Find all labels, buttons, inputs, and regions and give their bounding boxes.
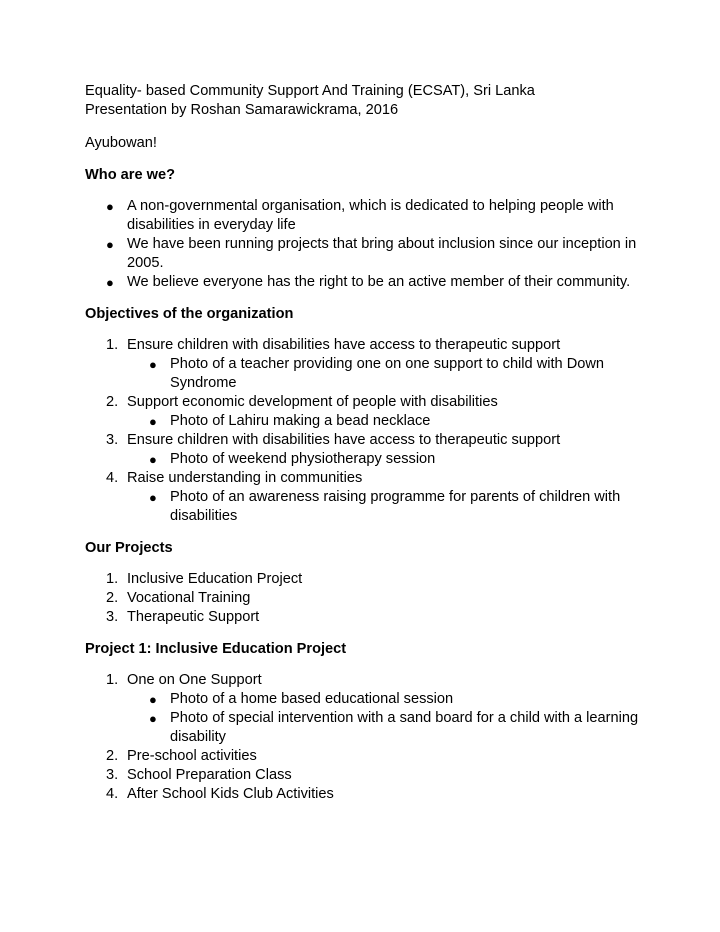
bullet-icon: ● — [149, 490, 157, 505]
list-item: 2. Vocational Training — [106, 590, 251, 606]
list-number: 4. — [106, 470, 119, 486]
list-item: 4. After School Kids Club Activities — [106, 786, 334, 802]
objectives-list — [85, 336, 645, 526]
list-item: 2. Pre-school activities — [106, 748, 257, 764]
list-number: 3. — [106, 767, 119, 783]
bullet-icon: ● — [149, 357, 157, 372]
bullet-icon: ● — [149, 711, 157, 726]
bullet-icon: ● — [106, 237, 114, 252]
list-number: 1. — [106, 672, 119, 688]
our-projects-heading: Our Projects — [85, 540, 173, 556]
objectives-heading: Objectives of the organization — [85, 306, 294, 322]
list-number: 2. — [106, 748, 119, 764]
sub-list-item: ● Photo of an awareness raising programme for parents of children with disabilities — [149, 489, 621, 524]
list-number: 2. — [106, 394, 119, 410]
list-item: 3. School Preparation Class — [106, 767, 292, 783]
list-item: ● We have been running projects that bring about inclusion since our inception in 2005. — [106, 236, 637, 271]
list-number: 4. — [106, 786, 119, 802]
list-item: 4. Raise understanding in communities — [106, 470, 363, 486]
list-number: 3. — [106, 609, 119, 625]
list-number: 2. — [106, 590, 119, 606]
project1-heading: Project 1: Inclusive Education Project — [85, 641, 347, 657]
document-subtitle: Presentation by Roshan Samarawickrama, 2016 — [85, 102, 399, 118]
who-are-we-heading: Who are we? — [85, 167, 176, 183]
sub-list-item: ● Photo of a home based educational session — [149, 691, 454, 707]
list-item: 3. Ensure children with disabilities have access to therapeutic support — [106, 432, 561, 448]
bullet-icon: ● — [106, 199, 114, 214]
document-page — [85, 82, 645, 804]
list-number: 3. — [106, 432, 119, 448]
project1-list — [85, 671, 645, 804]
list-item: 2. Support economic development of people with disabilities — [106, 394, 498, 410]
list-item: 1. Ensure children with disabilities have access to therapeutic support — [106, 337, 561, 353]
list-number: 1. — [106, 337, 119, 353]
list-item: 1. One on One Support — [106, 672, 262, 688]
sub-list-item: ● Photo of special intervention with a sand board for a child with a learning disability — [149, 710, 639, 745]
list-item: 3. Therapeutic Support — [106, 609, 260, 625]
greeting: Ayubowan! — [85, 135, 157, 151]
list-number: 1. — [106, 571, 119, 587]
bullet-icon: ● — [149, 692, 157, 707]
sub-list-item: ● Photo of a teacher providing one on one support to child with Down Syndrome — [149, 356, 605, 391]
document-title: Equality- based Community Support And Training (ECSAT), Sri Lanka — [85, 83, 535, 99]
sub-list-item: ● Photo of Lahiru making a bead necklace — [149, 413, 431, 429]
bullet-icon: ● — [106, 275, 114, 290]
sub-list-item: ● Photo of weekend physiotherapy session — [149, 451, 436, 467]
bullet-icon: ● — [149, 414, 157, 429]
who-are-we-list — [85, 197, 645, 292]
bullet-icon: ● — [149, 452, 157, 467]
list-item: ● A non-governmental organisation, which is dedicated to helping people with disabilities in everyday life — [106, 198, 614, 233]
our-projects-list — [85, 570, 645, 627]
list-item: ● We believe everyone has the right to be an active member of their community. — [106, 274, 631, 290]
list-item: 1. Inclusive Education Project — [106, 571, 303, 587]
